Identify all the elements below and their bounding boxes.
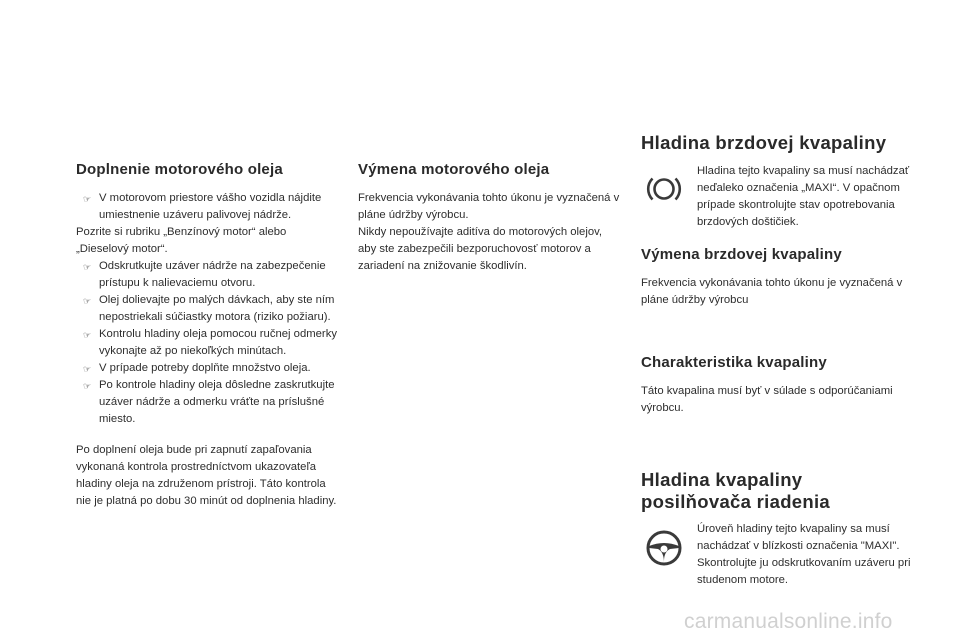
note-text: Pozrite si rubriku „Benzínový motor“ alebo „Dieselový motor“. xyxy=(76,226,287,255)
list-item: ☞ V motorovom priestore vášho vozidla nájdite umiestnenie uzáveru palivovej nádrže. xyxy=(83,192,322,221)
oil-topup-steps xyxy=(76,258,338,428)
section-title-oil-topup: Doplnenie motorového oleja xyxy=(76,161,283,178)
watermark: carmanualsonline.info xyxy=(684,610,893,633)
section-title-brake-fluid: Hladina brzdovej kvapaliny xyxy=(641,132,887,153)
list-item: ☞ Po kontrole hladiny oleja dôsledne zaskrutkujte uzáver nádrže a odmerku vráťte na príslušné miesto. xyxy=(83,379,335,425)
oil-check-paragraph: Po doplnení oleja bude pri zapnutí zapaľovania vykonaná kontrola prostredníctvom ukazovateľa hladiny oleja na združenom prístroji. Táto kontrola nie je platná po dobu 30 minút od doplnenia hladiny. xyxy=(76,444,337,507)
pointing-hand-icon: ☞ xyxy=(83,262,92,272)
list-item: ☞ V prípade potreby doplňte množstvo oleja. xyxy=(76,360,338,377)
brake-fluid-text: Hladina tejto kvapaliny sa musí nachádzať neďaleko označenia „MAXI“. V opačnom prípade skontrolujte stav opotrebovania brzdových doštičiek. xyxy=(697,165,910,228)
engine-oil-change-section xyxy=(358,160,620,275)
brake-and-steering-fluid-section xyxy=(641,132,911,589)
engine-oil-topup-section xyxy=(76,160,338,510)
section-title-oil-change: Výmena motorového oleja xyxy=(358,161,550,178)
steering-wheel-icon xyxy=(643,527,685,569)
section-title-steering-fluid: Hladina kvapaliny posilňovača riadenia xyxy=(641,469,831,512)
steering-fluid-info xyxy=(641,521,911,589)
pointing-hand-icon: ☞ xyxy=(83,381,92,391)
section-title-brake-fluid-change: Výmena brzdovej kvapaliny xyxy=(641,246,842,263)
brake-fluid-info xyxy=(641,163,911,231)
oil-change-paragraph: Frekvencia vykonávania tohto úkonu je vyznačená v pláne údržby výrobcu. Nikdy nepoužívajte aditíva do motorových olejov, aby ste zabezpečili bezporuchovosť motorov a zariadení na znižovanie škodlivín. xyxy=(358,192,620,272)
list-item: ☞ Odskrutkujte uzáver nádrže na zabezpečenie prístupu k nalievaciemu otvoru. xyxy=(83,260,326,289)
brake-warning-icon xyxy=(643,168,685,210)
list-item: ☞ Olej dolievajte po malých dávkach, aby ste ním nepostriekali súčiastky motora (riziko požiaru). xyxy=(83,294,335,323)
spacer xyxy=(76,428,338,442)
pointing-hand-icon: ☞ xyxy=(83,194,92,204)
pointing-hand-icon: ☞ xyxy=(83,296,92,306)
brake-fluid-change-text: Frekvencia vykonávania tohto úkonu je vyznačená v pláne údržby výrobcu xyxy=(641,277,903,306)
section-title-fluid-characteristics: Charakteristika kvapaliny xyxy=(641,354,827,371)
pointing-hand-icon: ☞ xyxy=(83,364,92,374)
pointing-hand-icon: ☞ xyxy=(83,330,92,340)
fluid-characteristics-text: Táto kvapalina musí byť v súlade s odporúčaniami výrobcu. xyxy=(641,385,893,414)
oil-topup-first-steps xyxy=(76,190,338,224)
steering-fluid-text: Úroveň hladiny tejto kvapaliny sa musí nachádzať v blízkosti označenia "MAXI". Skontrolujte ju odskrutkovaním uzáveru pri studenom motore. xyxy=(697,523,911,586)
list-item: ☞ Kontrolu hladiny oleja pomocou ručnej odmerky vykonajte až po niekoľkých minútach. xyxy=(83,328,337,357)
